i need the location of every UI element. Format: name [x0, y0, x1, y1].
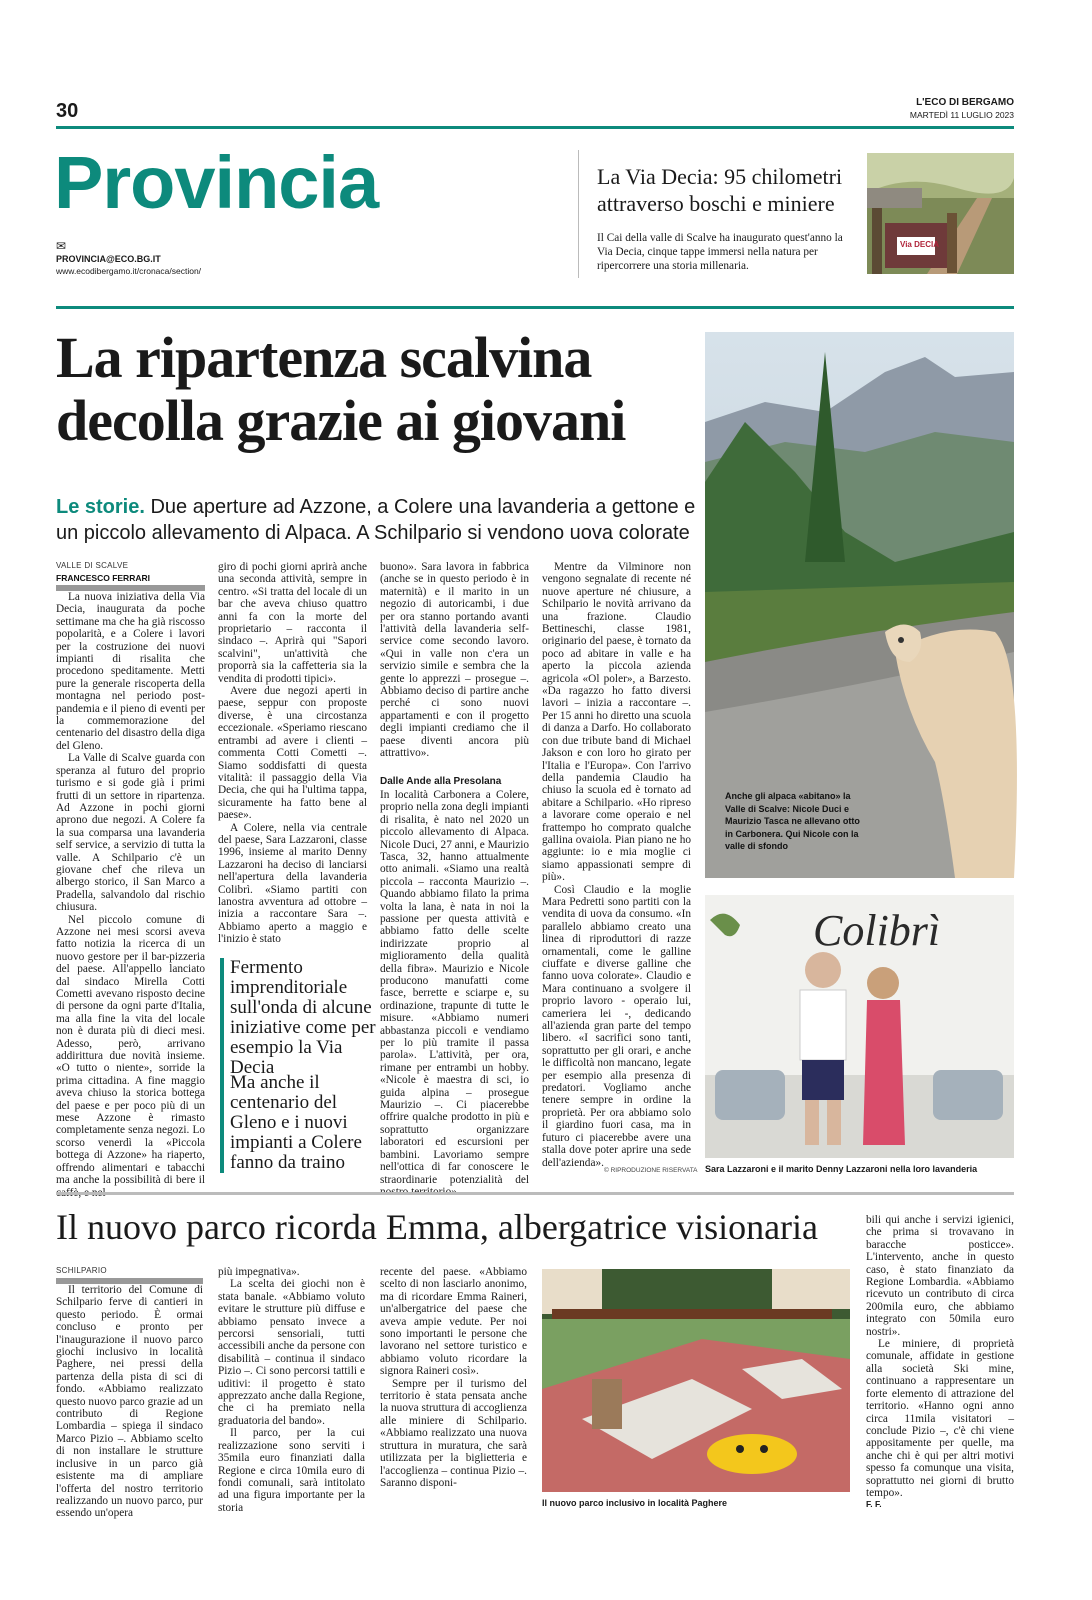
- page-number: 30: [56, 100, 79, 122]
- paragraph: giro di pochi giorni aprirà anche una seconda attività, sempre in centro. «Si tratta del locale di un bar che aveva chiuso quattro anni fa con la morte del proprietario – racconta il sindaco –. Aprirà qui "Sapori scalvini", un'attività che proporrà sia la caffetteria sia la vendita di prodotti tipici».: [218, 561, 367, 685]
- paragraph: Così Claudio e la moglie Mara Pedretti sono partiti con la vendita di uova da consumo. «In parallelo abbiamo creato una linea di riproduttori di razze ornamentali, come le galline ciuffate e diverse galline che fanno uova colorate». Claudio e Mara continuano a svolgere il proprio lavoro - operaio lui, cameriera lei -, dedicando all'azienda gran parte del tempo libero. «I sacrifici sono tanti, soprattutto per gli orari, e anche le difficoltà non mancano, legate per esempio alla presenza di predatori. Vogliamo anche tenere sempre in ordine la proprietà. Per ora abbiamo solo il giardino fuori casa, ma in futuro ci piacerebbe avere una stalla dove poter aprire una sede dell'azienda».: [542, 883, 691, 1169]
- paragraph: La nuova iniziativa della Via Decia, inaugurata da poche settimane ma che ha già riscosso popolarità, e a Colere i lavori per la costruzione dei nuovi impianti di risalita che procedono speditamente. Metti pure la generale riscoperta della montagna nel periodo post-pandemia e il pieno di eventi per la commemorazione del centenario del disastro della diga del Gleno.: [56, 585, 205, 752]
- paragraph: bili qui anche i servizi igienici, che prima si trovavano in baracche posticce». L'intervento, anche in questo caso, è stato finanziato da Regione Lombardia. «Abbiamo ricevuto un contributo di circa 200mila euro, che abbiamo integrato con 50mila euro nostri».: [866, 1214, 1014, 1338]
- second-headline[interactable]: Il nuovo parco ricorda Emma, albergatrice visionaria: [56, 1207, 819, 1247]
- paragraph: Sempre per il turismo del territorio è stata pensata anche la nuova struttura di accoglienza alle miniere di Schilpario. «Abbiamo realizzato una nuova struttura in muratura, che sarà utilizzata per la biglietteria e l'accoglienza – continua Pizio –. Saranno disponi-: [380, 1377, 527, 1489]
- teaser-text: Il Cai della valle di Scalve ha inaugurato quest'anno la Via Decia, cinque tappe immersi nella natura per ripercorrere una storia millenaria.: [597, 232, 843, 272]
- teaser-divider: [578, 150, 579, 278]
- alpaca-photo-caption: Anche gli alpaca «abitano» la Valle di Scalve: Nicole Duci e Maurizio Tasca ne allevano otto in Carbonera. Qui Nicole con la valle di sfondo: [725, 791, 860, 851]
- paragraph: Mentre da Vilminore non vengono segnalate di recente né nuove aperture né chiusure, a Schilpario le novità arrivano da una frazione. Claudio Bettineschi, classe 1981, originario del paese, è tornato da poco ad abitare in valle e ha aperto la piccola azienda agricola «Ol poler», a Barzesto. «Da ragazzo ho fatto diversi lavori – inizia a raccontare –. Per 15 anni ho diretto una scuola di danza a Darfo. Ho collaborato con due tribute band di Michael Jakson e con loro ho girato per l'Italia e l'Europa». Con l'arrivo della pandemia Claudio ha chiuso la scuola ed è tornato ad abitare a Schilpario. «Ho ripreso a lavorare come operaio e nel frattempo ho comprato qualche gallina ovaiola. Pian piano ne ho aggiunte: io e mia moglie ci siamo appassionati sempre di più».: [542, 561, 691, 884]
- paragraph: Avere due negozi aperti in paese, seppur con proposte diverse, è una circostanza eccezionale. «Speriamo riescano entrambi ad avere i clienti – commenta Cotti Cometti –. Siamo soddisfatti di questa vitalità: il passaggio della Via Decia, che qui ha l'ultima tappa, sicuramente ha fatto bene al paese».: [218, 685, 367, 822]
- teaser-rule: [56, 306, 1014, 309]
- header-rule: [56, 126, 1014, 129]
- paragraph: più impegnativa».: [218, 1266, 300, 1278]
- paragraph: La Valle di Scalve guarda con speranza al futuro del proprio turismo e si gode già i primi frutti di un settore in ripartenza. Ad Azzone in pochi giorni aprono due negozi. A Colere fa la sua comparsa una lavanderia self service, a servizio di tutta la valle. A Schilpario c'è un giovane chef che rileva un albergo storico, il San Marco a Pradella, salvandolo dal rischio chiusura.: [56, 752, 205, 914]
- pull-quote-2: Ma anche il centenario del Gleno e i nuovi impianti a Colere fanno da traino: [220, 1073, 376, 1173]
- second-column-2: [218, 1266, 365, 1512]
- main-deck-text: Due aperture ad Azzone, a Colere una lavanderia a gettone e un piccolo allevamento di Alpaca. A Schilpario si vendono uova colorate: [56, 496, 696, 544]
- paragraph: A Colere, nella via centrale del paese, Sara Lazzaroni, classe 1996, insieme al marito Denny Lazzaroni ha deciso di lanciarsi nell'apertura della lavanderia Colibrì. «Siamo partiti con lanostra avventura ad ottobre – inizia a raccontare Sara –. Abbiamo aperto a maggio e l'inizio è stato: [218, 821, 367, 946]
- park-photo: [542, 1269, 850, 1492]
- main-column-1: [56, 585, 205, 1187]
- main-kicker: Le storie.: [56, 496, 145, 518]
- second-signature: F. F.: [866, 1499, 882, 1509]
- main-column-2: [218, 561, 367, 946]
- second-column-1: [56, 1278, 203, 1520]
- second-article-rule: [56, 1192, 1014, 1195]
- main-headline[interactable]: La ripartenza scalvina decolla grazie ai giovani: [56, 325, 626, 453]
- laundry-photo-caption: Sara Lazzaroni e il marito Denny Lazzaroni nella loro lavanderia: [705, 1164, 978, 1174]
- main-author: FRANCESCO FERRARI: [56, 573, 150, 583]
- section-email[interactable]: PROVINCIA@ECO.BG.IT: [56, 254, 161, 264]
- paragraph: recente del paese. «Abbiamo scelto di non lasciarlo anonimo, ma di ricordare Emma Raineri, un'albergatrice del paese che aveva ampie vedute. Per noi sono importanti le persone che lavorano nel settore turistico e abbiamo voluto ricordare la signora Raineri così».: [380, 1266, 527, 1378]
- paragraph: Le miniere, di proprietà comunale, affidate in gestione alla società Ski mine, continuano a rappresentare un forte elemento di attrazione del territorio. «Hanno ogni anno circa 11mila visitatori – conclude Pizio –, c'è chi viene appositamente per quelle, ma anche chi è qui per altri motivi spesso fa comunque una visita, soprattutto nei giorni di brutto tempo».: [866, 1338, 1014, 1499]
- email-icon: ✉: [56, 239, 67, 253]
- teaser-title[interactable]: La Via Decia: 95 chilometri attraverso boschi e miniere: [597, 164, 843, 216]
- teaser-photo: [867, 153, 1014, 274]
- park-photo-caption: Il nuovo parco inclusivo in località Paghere: [542, 1498, 728, 1508]
- second-location: SCHILPARIO: [56, 1266, 107, 1275]
- copyright-note: © RIPRODUZIONE RISERVATA: [604, 1167, 698, 1174]
- main-subhead: Dalle Ande alla Presolana: [380, 775, 502, 787]
- main-column-3: [380, 561, 530, 1186]
- alpaca-photo: [705, 332, 1014, 878]
- laundry-photo: [705, 895, 1014, 1158]
- paragraph: La scelta dei giochi non è stata banale. «Abbiamo voluto evitare le strutture più diffuse e abbiamo pensato invece a percorsi sensoriali, tutti accessibili anche da persone con disabilità – continua il sindaco Pizio –. Ci sono percorsi tattili e uditivi: il progetto è stato apprezzato anche dalla Regione, che ci ha premiato nella graduatoria del bando».: [218, 1278, 365, 1427]
- second-column-4: [866, 1214, 1014, 1497]
- newspaper-name: L'ECO DI BERGAMO: [916, 97, 1014, 108]
- teaser-sign-label: Via DECIA: [900, 240, 939, 249]
- paragraph: Il territorio del Comune di Schilpario ferve di cantieri in questo periodo. È ormai concluso e pronto per l'inaugurazione il nuovo parco giochi inclusivo in località Paghere, nei pressi della partenza della pista di sci di fondo. «Abbiamo realizzato questo nuovo parco grazie ad un contributo di Regione Lombardia – spiega il sindaco Marco Pizio –. Abbiamo scelto di non installare le strutture inclusive in un parco già esistente ma di ampliare l'offerta del nostro territorio realizzando un nuovo parco, pur essendo un'opera: [56, 1278, 203, 1520]
- paragraph: buono». Sara lavora in fabbrica (anche se in questo periodo è in maternità) e il marito in un negozio di autoricambi, i due per ora stanno portando avanti l'attività della lavanderia self-service come secondo lavoro. «Qui in valle non c'era un servizio simile e sembra che la gente lo apprezzi – prosegue –. Abbiamo deciso di partire anche perché ci sono nuovi appartamenti e con il progetto degli impianti crediamo che il paese diventi ancora più attrattivo».: [380, 561, 529, 760]
- main-location: VALLE DI SCALVE: [56, 561, 129, 570]
- main-column-4: [542, 561, 691, 1169]
- paragraph: In località Carbonera a Colere, proprio nella zona degli impianti di risalita, è nato nel 2020 un piccolo allevamento di Alpaca. Nicole Duci, 27 anni, e Maurizio Tasca, 32, hanno attualmente otto animali. «Siamo una realtà piccola – racconta Maurizio –. Quando abbiamo filato la prima volta la lana, è nata in noi la passione per questa attività e abbiamo fatto delle scelte indirizzate proprio al miglioramento della qualità della fibra». Maurizio e Nicole producono manufatti come fasce, berrette e sciarpe e, su ordinazione, trapunte di tutte le misure. «Abbiamo numeri abbastanza piccoli e vendiamo per lo più tramite il passa parola». L'attività, per ora, rimane per entrambi un hobby. «Nicole è maestra di sci, io guida alpina – prosegue Maurizio –. Ci piacerebbe offrire qualche prodotto in più e soprattutto organizzare laboratori ed escursioni per bambini. Lavoriamo sempre nell'ottica di far conoscere le straordinarie potenzialità del: [380, 788, 530, 1186]
- paragraph: Nel piccolo comune di Azzone nei mesi scorsi aveva fatto notizia la ricerca di un nuovo gestore per il bar-pizzeria del paese. All'appello lanciato dal sindaco Mirella Cotti Cometti avevano risposto decine di persone da ogni parte d'Italia, ma alla fine la vita del locale non è durata più di dieci mesi. Adesso, però, arrivano addirittura due novità insieme. «O tutto o niente», sorride la prima cittadina. A fine maggio aveva chiuso la storica bottega del paese e per poco più di un mese Azzone è rimasto completamente senza negozi. Lo scorso venerdì la «Piccola bottega di Azzone» ha riaperto, offrendo alimentari e tabacchi ma anche la possibilità di bere il: [56, 913, 205, 1187]
- second-column-3: [380, 1266, 527, 1512]
- main-deck: [56, 494, 696, 546]
- section-title: Provincia: [54, 141, 379, 224]
- section-url[interactable]: www.ecodibergamo.it/cronaca/section/: [56, 266, 202, 276]
- paragraph: Il parco, per la cui realizzazione sono serviti i 35mila euro finanziati dalla Regione e circa 10mila euro di fondi comunali, sarà intitolato ad una figura importante per la storia: [218, 1427, 365, 1514]
- pull-quote-1: Fermento imprenditoriale sull'onda di alcune iniziative come per esempio la Via Decia: [220, 958, 376, 1078]
- issue-date: MARTEDÌ 11 LUGLIO 2023: [909, 110, 1014, 120]
- laundry-sign: Colibrì: [813, 906, 941, 955]
